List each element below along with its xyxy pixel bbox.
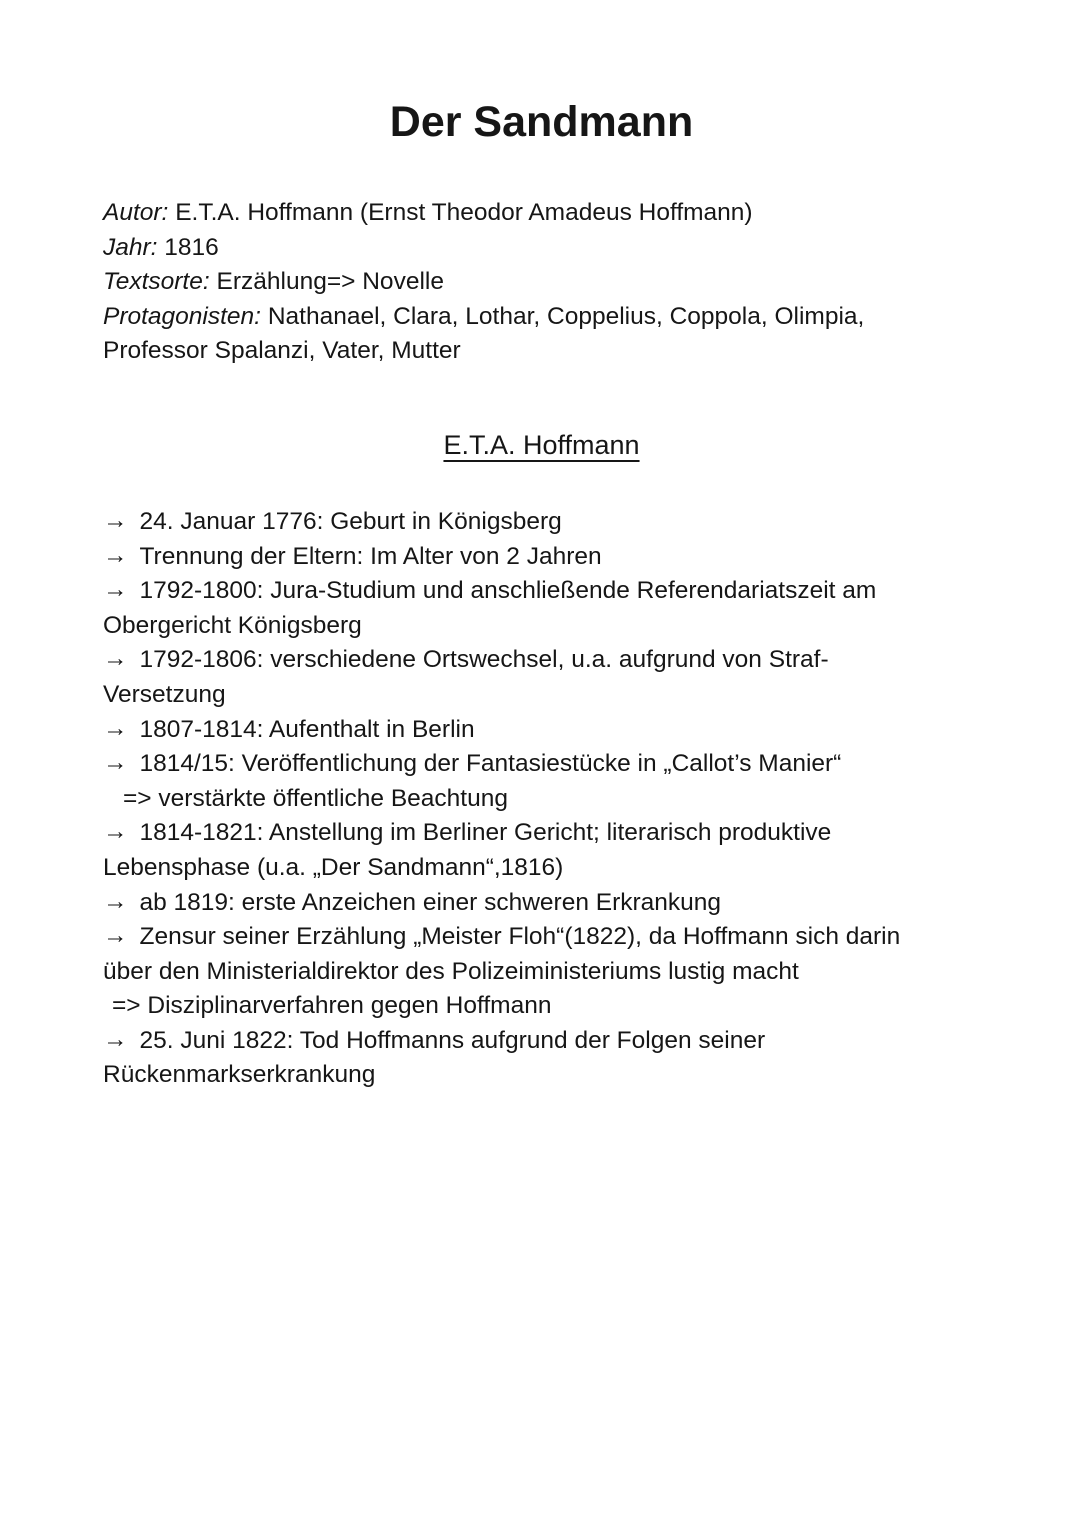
item-line <box>103 920 980 955</box>
item-line-continuation: Lebensphase (u.a. „Der Sandmann“,1816) <box>103 853 564 881</box>
meta-label: Autor: <box>103 199 169 226</box>
meta-line-protagonisten-cont: Professor Spalanzi, Vater, Mutter <box>103 337 461 365</box>
arrow-icon: → <box>103 922 128 950</box>
item-text: 1792-1800: Jura-Studium und anschließende Referendariatszeit am <box>139 577 877 605</box>
item-text: 1792-1806: verschiedene Ortswechsel, u.a. aufgrund von Straf- <box>139 646 829 674</box>
meta-value: E.T.A. Hoffmann (Ernst Theodor Amadeus Hoffmann) <box>175 199 753 226</box>
meta-value: Nathanael, Clara, Lothar, Coppelius, Coppola, Olimpia, <box>267 302 865 330</box>
arrow-icon: → <box>103 1025 128 1053</box>
arrow-icon: → <box>103 818 128 846</box>
item-line <box>103 713 980 748</box>
item-text: 1807-1814: Aufenthalt in Berlin <box>139 715 475 743</box>
item-line <box>103 505 980 540</box>
item-line-continuation: Rückenmarkserkrankung <box>103 1061 376 1089</box>
list-item <box>103 505 980 540</box>
meta-line-jahr <box>103 231 980 266</box>
meta-line-protagonisten <box>103 300 980 335</box>
page-title: Der Sandmann <box>389 98 694 146</box>
arrow-icon: → <box>103 749 128 777</box>
item-line <box>103 816 980 851</box>
item-line <box>103 540 980 575</box>
item-text: 24. Januar 1776: Geburt in Königsberg <box>139 507 562 535</box>
item-text: Trennung der Eltern: Im Alter von 2 Jahren <box>139 542 602 570</box>
item-line-continuation: über den Ministerialdirektor des Polizeiministeriums lustig macht <box>103 957 799 985</box>
biography-list <box>103 505 980 1093</box>
list-item <box>103 540 980 575</box>
item-note: => Disziplinarverfahren gegen Hoffmann <box>112 992 552 1020</box>
list-item <box>103 643 980 712</box>
item-line <box>103 643 980 678</box>
meta-line-textsorte <box>103 265 980 300</box>
meta-value: 1816 <box>164 233 219 261</box>
item-text: 1814/15: Veröffentlichung der Fantasiestücke in „Callot’s Manier“ <box>139 750 842 778</box>
arrow-icon: → <box>103 541 128 569</box>
list-item <box>103 1024 980 1093</box>
arrow-icon: → <box>103 645 128 673</box>
item-line-continuation: Obergericht Königsberg <box>103 611 362 639</box>
list-item <box>103 886 980 921</box>
meta-label: Jahr: <box>103 233 158 261</box>
list-item <box>103 713 980 748</box>
item-text: 1814-1821: Anstellung im Berliner Gericht; literarisch produktive <box>139 819 832 847</box>
list-item <box>103 816 980 885</box>
meta-label: Textsorte: <box>103 268 210 296</box>
item-text: ab 1819: erste Anzeichen einer schweren Erkrankung <box>139 888 722 916</box>
section-heading: E.T.A. Hoffmann <box>443 429 640 460</box>
item-text: Zensur seiner Erzählung „Meister Floh“(1822), da Hoffmann sich darin <box>139 923 901 951</box>
arrow-icon: → <box>103 576 128 604</box>
list-item <box>103 747 980 816</box>
item-line <box>103 747 980 782</box>
meta-value: Erzählung=> Novelle <box>216 268 444 296</box>
list-item <box>103 574 980 643</box>
meta-line-autor <box>103 196 980 231</box>
item-line <box>103 1024 980 1059</box>
item-text: 25. Juni 1822: Tod Hoffmanns aufgrund der Folgen seiner <box>139 1026 766 1054</box>
item-line-continuation: Versetzung <box>103 680 226 708</box>
arrow-icon: → <box>103 714 128 742</box>
meta-section <box>103 196 980 369</box>
item-line <box>103 574 980 609</box>
meta-label: Protagonisten: <box>103 302 261 330</box>
list-item <box>103 920 980 1024</box>
item-note: => verstärkte öffentliche Beachtung <box>123 784 508 812</box>
arrow-icon: → <box>103 506 128 534</box>
item-line <box>103 886 980 921</box>
arrow-icon: → <box>103 887 128 915</box>
